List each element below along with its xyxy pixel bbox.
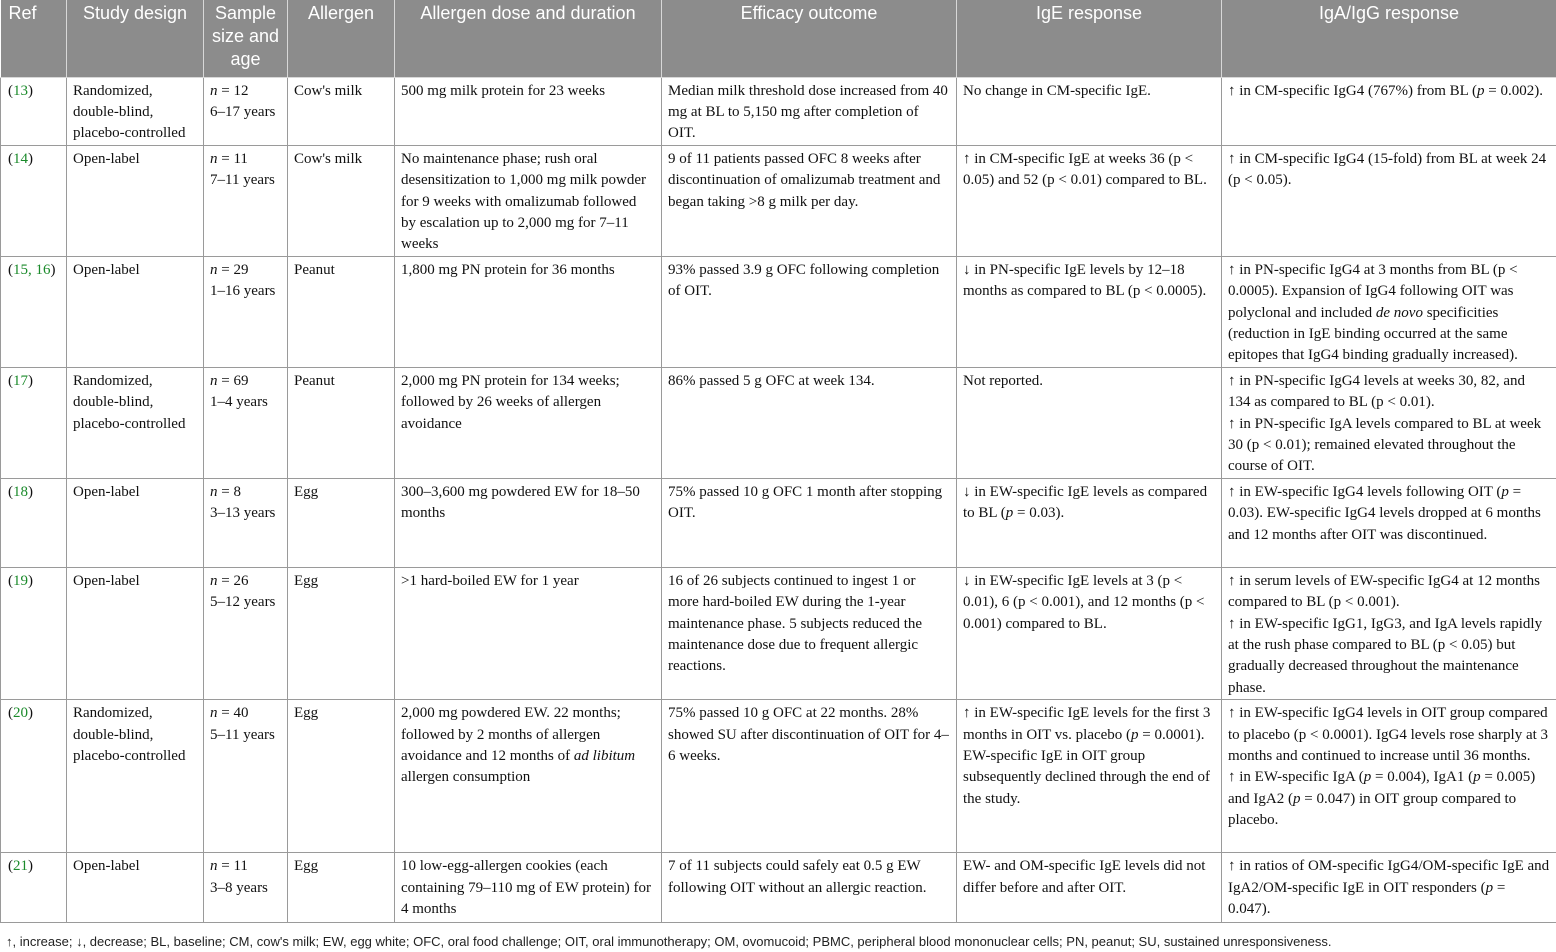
ige-cell: ↓ in PN-specific IgE levels by 12–18 months as compared to BL (p < 0.0005). bbox=[957, 256, 1222, 367]
design-cell: Open-label bbox=[67, 145, 204, 256]
iga-igg-cell: ↑ in EW-specific IgG4 levels following OIT (p = 0.03). EW-specific IgG4 levels dropped at 6 months and 12 months after OIT was discontinued. bbox=[1222, 478, 1556, 567]
efficacy-cell: 93% passed 3.9 g OFC following completion of OIT. bbox=[662, 256, 957, 367]
table-row bbox=[1, 77, 1556, 145]
ref-cell: (21) bbox=[1, 853, 67, 923]
allergen-cell: Cow's milk bbox=[288, 145, 395, 256]
citation-link[interactable]: 17 bbox=[13, 372, 28, 389]
table-row bbox=[1, 700, 1556, 853]
efficacy-cell: 86% passed 5 g OFC at week 134. bbox=[662, 367, 957, 478]
iga-igg-cell: ↑ in CM-specific IgG4 (767%) from BL (p = 0.002). bbox=[1222, 77, 1556, 145]
dose-cell: 2,000 mg powdered EW. 22 months; followed by 2 months of allergen avoidance and 12 months of ad libitum allergen consumption bbox=[395, 700, 662, 853]
ige-cell: ↑ in EW-specific IgE levels for the first 3 months in OIT vs. placebo (p = 0.0001). EW-specific IgE in OIT group subsequently declined through the end of the study. bbox=[957, 700, 1222, 853]
citation-link[interactable]: 19 bbox=[13, 572, 28, 589]
table-row bbox=[1, 853, 1556, 923]
header-sample-size: Sample size and age bbox=[204, 0, 288, 77]
citation-link[interactable]: 20 bbox=[13, 705, 28, 722]
sample-cell: n = 12 6–17 years bbox=[204, 77, 288, 145]
sample-cell: n = 26 5–12 years bbox=[204, 567, 288, 699]
ref-cell: (20) bbox=[1, 700, 67, 853]
dose-cell: 10 low-egg-allergen cookies (each containing 79–110 mg of EW protein) for 4 months bbox=[395, 853, 662, 923]
dose-cell: No maintenance phase; rush oral desensitization to 1,000 mg milk powder for 9 weeks with omalizumab followed by escalation up to 2,000 mg for 7–11 weeks bbox=[395, 145, 662, 256]
header-ige: IgE response bbox=[957, 0, 1222, 77]
allergen-cell: Peanut bbox=[288, 367, 395, 478]
ref-cell: (19) bbox=[1, 567, 67, 699]
allergen-cell: Egg bbox=[288, 700, 395, 853]
design-cell: Open-label bbox=[67, 853, 204, 923]
citation-link[interactable]: 15, 16 bbox=[13, 261, 51, 278]
ige-cell: ↓ in EW-specific IgE levels as compared to BL (p = 0.03). bbox=[957, 478, 1222, 567]
header-dose-duration: Allergen dose and duration bbox=[395, 0, 662, 77]
citation-link[interactable]: 18 bbox=[13, 483, 28, 500]
table-row bbox=[1, 145, 1556, 256]
dose-cell: 2,000 mg PN protein for 134 weeks; followed by 26 weeks of allergen avoidance bbox=[395, 367, 662, 478]
iga-igg-cell: ↑ in PN-specific IgG4 at 3 months from BL (p < 0.0005). Expansion of IgG4 following OIT was polyclonal and included de novo specificities (reduction in IgE binding occurred at the same epitopes that IgG4 binding gradually increased). bbox=[1222, 256, 1556, 367]
design-cell: Randomized, double-blind, placebo-controlled bbox=[67, 77, 204, 145]
iga-igg-cell: ↑ in PN-specific IgG4 levels at weeks 30, 82, and 134 as compared to BL (p < 0.01). ↑ in PN-specific IgA levels compared to BL at week 30 (p < 0.01); remained elevated throughout the course of OIT. bbox=[1222, 367, 1556, 478]
header-ref: Ref bbox=[1, 0, 67, 77]
table-row bbox=[1, 478, 1556, 567]
sample-cell: n = 8 3–13 years bbox=[204, 478, 288, 567]
sample-cell: n = 69 1–4 years bbox=[204, 367, 288, 478]
ige-cell: Not reported. bbox=[957, 367, 1222, 478]
efficacy-cell: 16 of 26 subjects continued to ingest 1 or more hard-boiled EW during the 1-year maintenance phase. 5 subjects reduced the maintenance dose due to frequent allergic reactions. bbox=[662, 567, 957, 699]
allergen-cell: Peanut bbox=[288, 256, 395, 367]
design-cell: Randomized, double-blind, placebo-controlled bbox=[67, 367, 204, 478]
ref-cell: (18) bbox=[1, 478, 67, 567]
design-cell: Open-label bbox=[67, 567, 204, 699]
efficacy-cell: Median milk threshold dose increased from 40 mg at BL to 5,150 mg after completion of OIT. bbox=[662, 77, 957, 145]
iga-igg-cell: ↑ in ratios of OM-specific IgG4/OM-specific IgE and IgA2/OM-specific IgE in OIT responders (p = 0.047). bbox=[1222, 853, 1556, 923]
table-footnote: ↑, increase; ↓, decrease; BL, baseline; CM, cow's milk; EW, egg white; OFC, oral food challenge; OIT, oral immunotherapy; OM, ovomucoid; PBMC, peripheral blood mononuclear cells; PN, peanut; SU, sustained unresponsiveness. bbox=[6, 934, 1332, 949]
allergen-cell: Egg bbox=[288, 478, 395, 567]
allergen-cell: Egg bbox=[288, 853, 395, 923]
iga-igg-cell: ↑ in CM-specific IgG4 (15-fold) from BL at week 24 (p < 0.05). bbox=[1222, 145, 1556, 256]
header-efficacy: Efficacy outcome bbox=[662, 0, 957, 77]
table-row bbox=[1, 256, 1556, 367]
ige-cell: EW- and OM-specific IgE levels did not differ before and after OIT. bbox=[957, 853, 1222, 923]
sample-cell: n = 29 1–16 years bbox=[204, 256, 288, 367]
dose-cell: 1,800 mg PN protein for 36 months bbox=[395, 256, 662, 367]
ref-cell: (13) bbox=[1, 77, 67, 145]
sample-cell: n = 11 7–11 years bbox=[204, 145, 288, 256]
iga-igg-cell: ↑ in EW-specific IgG4 levels in OIT group compared to placebo (p < 0.0001). IgG4 levels rose sharply at 3 months and continued to increase until 36 months. ↑ in EW-specific IgA (p = 0.004), IgA1 (p = 0.005) and IgA2 (p = 0.047) in OIT group compared to placebo. bbox=[1222, 700, 1556, 853]
sample-cell: n = 40 5–11 years bbox=[204, 700, 288, 853]
ige-cell: ↓ in EW-specific IgE levels at 3 (p < 0.01), 6 (p < 0.001), and 12 months (p < 0.001) compared to BL. bbox=[957, 567, 1222, 699]
table-row bbox=[1, 367, 1556, 478]
sample-cell: n = 11 3–8 years bbox=[204, 853, 288, 923]
ref-cell: (15, 16) bbox=[1, 256, 67, 367]
ref-cell: (14) bbox=[1, 145, 67, 256]
header-iga-igg: IgA/IgG response bbox=[1222, 0, 1556, 77]
allergen-cell: Egg bbox=[288, 567, 395, 699]
ige-cell: ↑ in CM-specific IgE at weeks 36 (p < 0.05) and 52 (p < 0.01) compared to BL. bbox=[957, 145, 1222, 256]
design-cell: Randomized, double-blind, placebo-controlled bbox=[67, 700, 204, 853]
allergen-cell: Cow's milk bbox=[288, 77, 395, 145]
efficacy-cell: 75% passed 10 g OFC at 22 months. 28% showed SU after discontinuation of OIT for 4–6 weeks. bbox=[662, 700, 957, 853]
citation-link[interactable]: 14 bbox=[13, 150, 28, 167]
design-cell: Open-label bbox=[67, 256, 204, 367]
ige-cell: No change in CM-specific IgE. bbox=[957, 77, 1222, 145]
efficacy-cell: 75% passed 10 g OFC 1 month after stopping OIT. bbox=[662, 478, 957, 567]
header-allergen: Allergen bbox=[288, 0, 395, 77]
table-row bbox=[1, 567, 1556, 699]
header-study-design: Study design bbox=[67, 0, 204, 77]
dose-cell: >1 hard-boiled EW for 1 year bbox=[395, 567, 662, 699]
dose-cell: 500 mg milk protein for 23 weeks bbox=[395, 77, 662, 145]
design-cell: Open-label bbox=[67, 478, 204, 567]
efficacy-cell: 9 of 11 patients passed OFC 8 weeks after discontinuation of omalizumab treatment and began taking >8 g milk per day. bbox=[662, 145, 957, 256]
header-row bbox=[1, 0, 1556, 77]
efficacy-cell: 7 of 11 subjects could safely eat 0.5 g EW following OIT without an allergic reaction. bbox=[662, 853, 957, 923]
citation-link[interactable]: 21 bbox=[13, 858, 28, 875]
citation-link[interactable]: 13 bbox=[13, 82, 28, 99]
ref-cell: (17) bbox=[1, 367, 67, 478]
iga-igg-cell: ↑ in serum levels of EW-specific IgG4 at 12 months compared to BL (p < 0.001). ↑ in EW-specific IgG1, IgG3, and IgA levels rapidly at the rush phase compared to BL (p < 0.05) but gradually decreased throughout the maintenance phase. bbox=[1222, 567, 1556, 699]
dose-cell: 300–3,600 mg powdered EW for 18–50 months bbox=[395, 478, 662, 567]
